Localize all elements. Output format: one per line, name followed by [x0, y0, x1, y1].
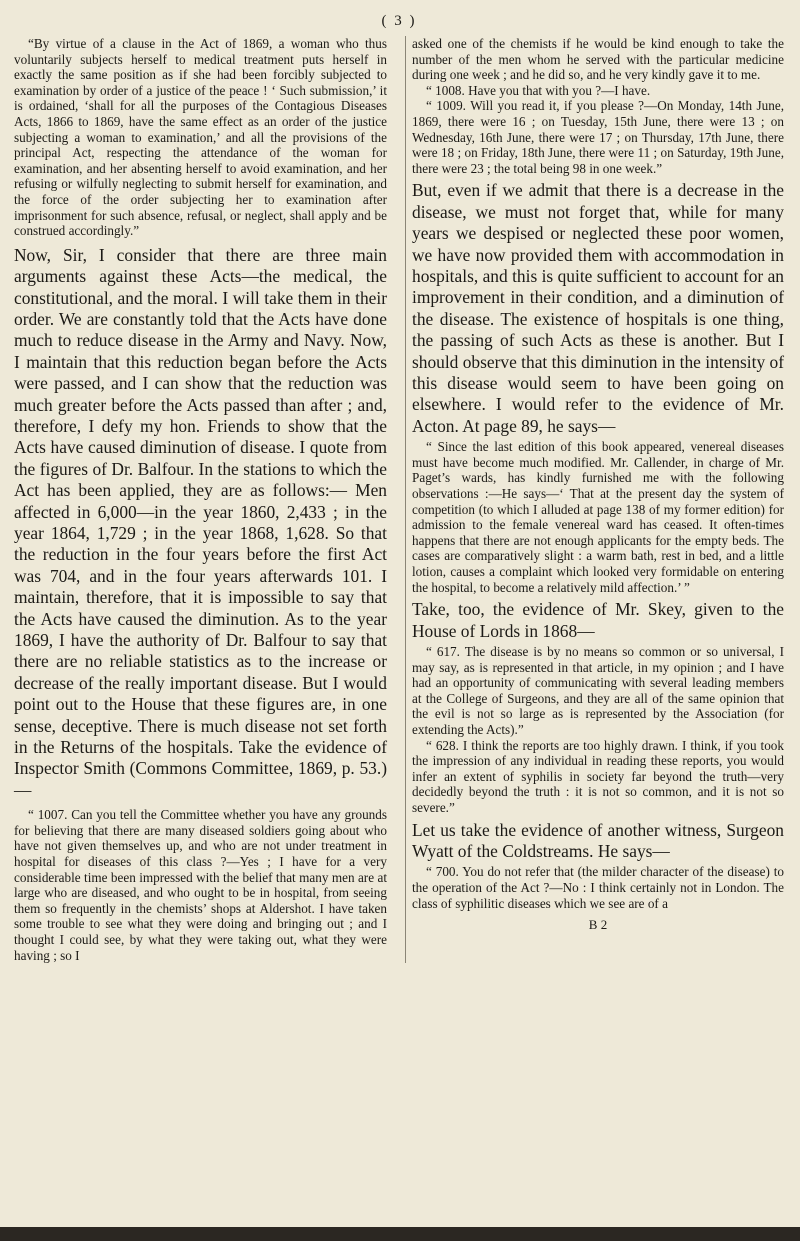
evidence-continued: asked one of the chemists if he would be kind enough to take the number of the men whom he served with the particular medicine during one week ; and he did so, and he very kindly gave it to me. [412, 36, 784, 83]
evidence-1007: “ 1007. Can you tell the Committee whether you have any grounds for believing that there are many diseased soldiers going about who have not given themselves up, and who are not under treatment in hospital for diseases of this class ?—Yes ; I have for a very considerable time been impressed with the belief that many men are at large who are diseased, and who ought to be in hospital, from seeing them so frequently in the chemists’ shops at Aldershot. I have taken some trouble to see what they were doing and bringing out ; and I thought I could see, by what they were taking out, what they were having ; so I [14, 807, 387, 963]
columns [14, 36, 784, 963]
left-column [14, 36, 387, 963]
signature-mark: B 2 [588, 917, 608, 933]
speech-paragraph: Now, Sir, I consider that there are three main arguments against these Acts—the medical, the constitutional, and the moral. I will take them in their order. We are constantly told that the Acts have done much to reduce disease in the Army and Navy. Now, I maintain that this reduction began before the Acts were passed, and I can show that the reduction was much greater before the Acts passed than after ; and, therefore, I defy my hon. Friends to show that the Acts have caused diminution of disease. I quote from the figures of Dr. Balfour. In the stations to which the Act has been applied, they are as follows:— Men affected in 6,000—in the year 1860, 2,433 ; in the year 1864, 1,729 ; in the year 1868, 1,628. So that the reduction in the four years before the first Act was 704, and in the four years afterwards 101. I maintain, therefore, that it is impossible to say that the Acts have caused the diminution. As to the year 1869, I have the authority of Dr. Balfour to say that there are no reliable statistics as to the increase or decrease of the really important disease. But I would point out to the House that these figures are, in one sense, deceptive. There is much disease not set forth in the Returns of the hospitals. Take the evidence of Inspector Smith (Commons Committee, 1869, p. 53.)— [14, 244, 387, 800]
acton-quote: “ Since the last edition of this book appeared, venereal diseases must have become much modified. Mr. Callender, in charge of Mr. Paget’s wards, has kindly furnished me with the following observations :—He says—‘ That at the present day the system of competition (to which I alluded at page 138 of my former edition) for admission to the female venereal ward has ceased. It often-times happens that there are not enough applicants for the empty beds. The cases are comparatively slight : a warm bath, rest in bed, and a little lotion, causes a complaint which looked very formidable on entering the hospital, to become a relatively mild affection.’ ” [412, 439, 784, 595]
quote-intro: “By virtue of a clause in the Act of 1869, a woman who thus voluntarily subjects herself to medical treatment puts herself in exactly the same position as if she had been forcibly subjected to examination by order of a justice of the peace ! ‘ Such submission,’ it is ordained, ‘shall for all the purposes of the Contagious Diseases Acts, 1866 to 1869, have the same effect as an order of the justice subjecting a woman to examination,’ and all the provisions of the principal Act, respecting the attendance of the woman for examination, and her absenting herself to avoid examination, and her refusing or wilfully neglecting to submit herself for examination, and the force of the order subjecting her to examination after imprisonment for such absence, refusal, or neglect, shall apply and be construed accordingly.” [14, 36, 387, 239]
page-number: ( 3 ) [381, 13, 417, 29]
speech-paragraph-2: But, even if we admit that there is a decrease in the disease, we must not forget that, while for many years we despised or neglected these poor women, we have now provided them with accommodation in hospitals, and this is quite sufficient to account for an improvement in their condition, and a diminution of the disease. The existence of hospitals is one thing, the passing of such Acts as these is another. But I should observe that this diminution in the intensity of this disease would seem to have been going on elsewhere. I would refer to the evidence of Mr. Acton. At page 89, he says— [412, 180, 784, 436]
bottom-edge [0, 1227, 800, 1241]
evidence-700: “ 700. You do not refer that (the milder character of the disease) to the operation of the Act ?—No : I think certainly not in London. The class of syphilitic diseases which we see are of a [412, 864, 784, 911]
evidence-1009: “ 1009. Will you read it, if you please ?—On Monday, 14th June, 1869, there were 16 ; on Tuesday, 15th June, there were 13 ; on Wednesday, 16th June, there were 17 ; on Thursday, 17th June, there were 18 ; on Friday, 18th June, there were 11 ; on Saturday, 19th June, there were 23 ; the total being 98 in one week.” [412, 98, 784, 176]
right-column [405, 36, 784, 963]
speech-paragraph-4: Let us take the evidence of another witness, Surgeon Wyatt of the Coldstreams. He says— [412, 819, 784, 861]
evidence-628: “ 628. I think the reports are too highly drawn. I think, if you took the impression of any individual in reading these reports, you would infer an extent of syphilis in society far beyond the truth—very decidedly beyond the truth : it is not so common, and it is not so severe.” [412, 737, 784, 815]
speech-paragraph-3: Take, too, the evidence of Mr. Skey, given to the House of Lords in 1868— [412, 599, 784, 641]
evidence-1008: “ 1008. Have you that with you ?—I have. [426, 82, 651, 98]
evidence-617: “ 617. The disease is by no means so common or so universal, I may say, as is represented in that article, in my opinion ; and I have had an opportunity of communicating with several leading members at the College of Surgeons, and they are all of the same opinion that the evil is not so large as is represented by the Association (for extending the Acts).” [412, 643, 784, 737]
